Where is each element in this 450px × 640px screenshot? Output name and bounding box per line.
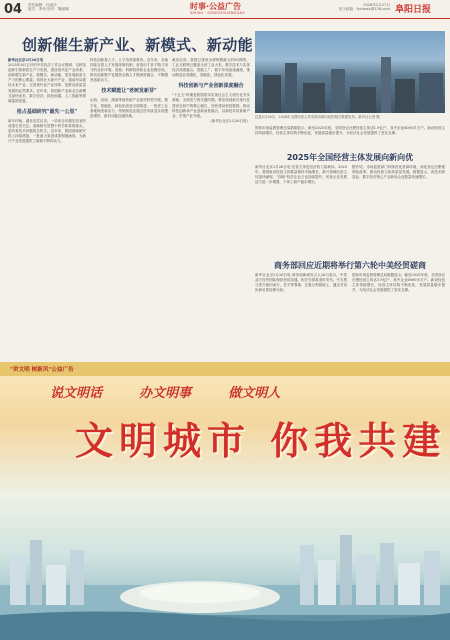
newspaper-logo: 阜阳日报 <box>395 5 432 15</box>
news-photo <box>255 31 445 113</box>
slogan-row <box>50 382 312 401</box>
ad-heading: "讲文明 树新风"公益广告 <box>10 367 74 373</box>
paragraph: 科技创新靠人才，人才培养靠教育。近年来，各地持续完善人才发展体制机制，营造识才爱才敬才用才的良好环境。高校、科研院所和企业加强协同，推动创新链产业链资金链人才链深度融合，不断激发创新活力。 <box>90 58 168 83</box>
subheading: 抢占基础研究"最先一公里" <box>16 108 78 115</box>
paragraph: "十五五"时期是我国基本实现社会主义现代化夯实基础、全面发力的关键时期。要坚持创新在现代化建设全局中的核心地位，加快建设科技强国，推动科技创新和产业创新深度融合，以新技术培育新产业、引领产业升级。 <box>172 93 250 118</box>
article-headline: 商务部回应近期将举行第六轮中美经贸磋商 <box>274 261 426 270</box>
article-column-2 <box>90 58 168 358</box>
byline: 新华社北京2月26日电 <box>8 58 44 62</box>
article-column-7: 国家市场监督管理总局数据显示，截至2025年底，全国登记在册经营主体达1.9亿户，其中企业6000多万户。新设经营主体持续增长，经营主体结构不断优化，发展质量稳步提升，为经济社会发展提供了坚实支撑。 <box>352 273 445 293</box>
slogan: 说文明话 <box>50 386 103 401</box>
public-service-ad <box>0 362 450 640</box>
slogan: 办文明事 <box>139 386 192 401</box>
article-column-5: 据介绍，市场监管部门持续优化营商环境，深化登记注册便利化改革，推动经营主体高质量发展。数据显示，高技术制造业、数字经济核心产业新设企业数量快速增长。 <box>352 165 445 180</box>
city-skyline-illustration <box>0 515 450 640</box>
photo-caption: 这是2月26日，2026年全国经营主体发展向新向优的相关数据发布。新华社记者 摄 <box>255 115 380 119</box>
page-number: 04 <box>4 2 23 17</box>
article-column-4: 新华社北京2月26日电 经营主体是经济的力量载体。2025年，我国新设经营主体数量保持平稳增长，新兴领域经营主体加快涌现，"四新"经济企业占比持续提升。民营企业发展活力进一步增强，个体工商户稳步增长。 <box>255 165 347 185</box>
main-slogan: 文明城市 你我共建 <box>75 418 447 463</box>
date: 2026年2月27日 <box>363 3 390 7</box>
slogan: 做文明人 <box>228 386 281 401</box>
email: 电子邮箱：fyrbwsx@126.com <box>338 7 390 12</box>
section-title: 时事·公益广告 <box>190 2 242 11</box>
editor-line: 版式：季伟 校对：魏丽娜 <box>28 7 69 12</box>
article-column-3 <box>172 58 250 358</box>
subheading: 科技创新与产业创新深度融合 <box>178 83 244 90</box>
article-block: 国家市场监督管理总局数据显示，截至2025年底，全国登记在册经营主体达1.9亿户，其中企业6000多万户。新设经营主体持续增长，经营主体结构不断优化，发展质量稳步提升，为经济社会发展提供了坚实支撑。 <box>255 126 445 136</box>
paragraph: 新年伊始，湖北省武汉市，一项来自东湖实验室的成果引发关注。基础研究是整个科学体系的源头，是所有技术问题的总机关。近年来，我国基础研究投入持续增加，一批重大原创成果相继涌现，为新兴产业发展提供了源源不断的动力。 <box>8 118 86 144</box>
editor-credits <box>28 3 69 12</box>
paragraph: 山西、河南、湖南等地传统产业加快转型升级，数字化、智能化、绿色化改造全面推进。一批老工业基地焕发新活力，传统制造业通过技术改造实现提质增效，新旧动能加速转换。 <box>90 98 168 118</box>
article-column-6: 新华社北京2月26日电 商务部新闻发言人26日表示，中美双方经贸团队保持密切沟通，相关安排将适时发布。中方愿与美方相向而行，在平等尊重、互惠互利基础上，通过对话协商妥善处理分歧。 <box>255 273 347 293</box>
article-column-1 <box>8 58 86 358</box>
section-subtitle: SHISHI · GONGYIGUANGGAO <box>190 11 246 15</box>
editor-line: 责任编辑：杜福庆 <box>28 3 57 7</box>
paragraph: 2025年8月召开的中央经济工作会议强调，以科技创新引领新质生产力发展，建设现代化产业体系。创新催生新产业、新模式、新动能，是发展新质生产力的核心要素。培育壮大新兴产业，超前布局建设未来产业，完善现代化产业体系，是推动高质量发展的必然要求。近年来，我国新产业新业态新模式加快成长，数字经济、绿色低碳、人工智能等领域蓬勃发展。 <box>8 63 86 103</box>
article-headline: 2025年全国经营主体发展向新向优 <box>286 153 414 162</box>
date-info <box>300 3 390 12</box>
paragraph: 截至目前，我国已建成全球规模最大的5G网络，工业互联网已覆盖全部工业大类。数字技术与实体经济深度融合，智能工厂、数字车间加速涌现，推动制造业高端化、智能化、绿色化发展。 <box>172 58 250 78</box>
dateline: （新华社北京2月26日电） <box>208 118 250 123</box>
main-headline: 创新催生新产业、新模式、新动能 <box>22 36 254 54</box>
subheading: 技术赋能让"老树发新芽" <box>101 88 157 95</box>
